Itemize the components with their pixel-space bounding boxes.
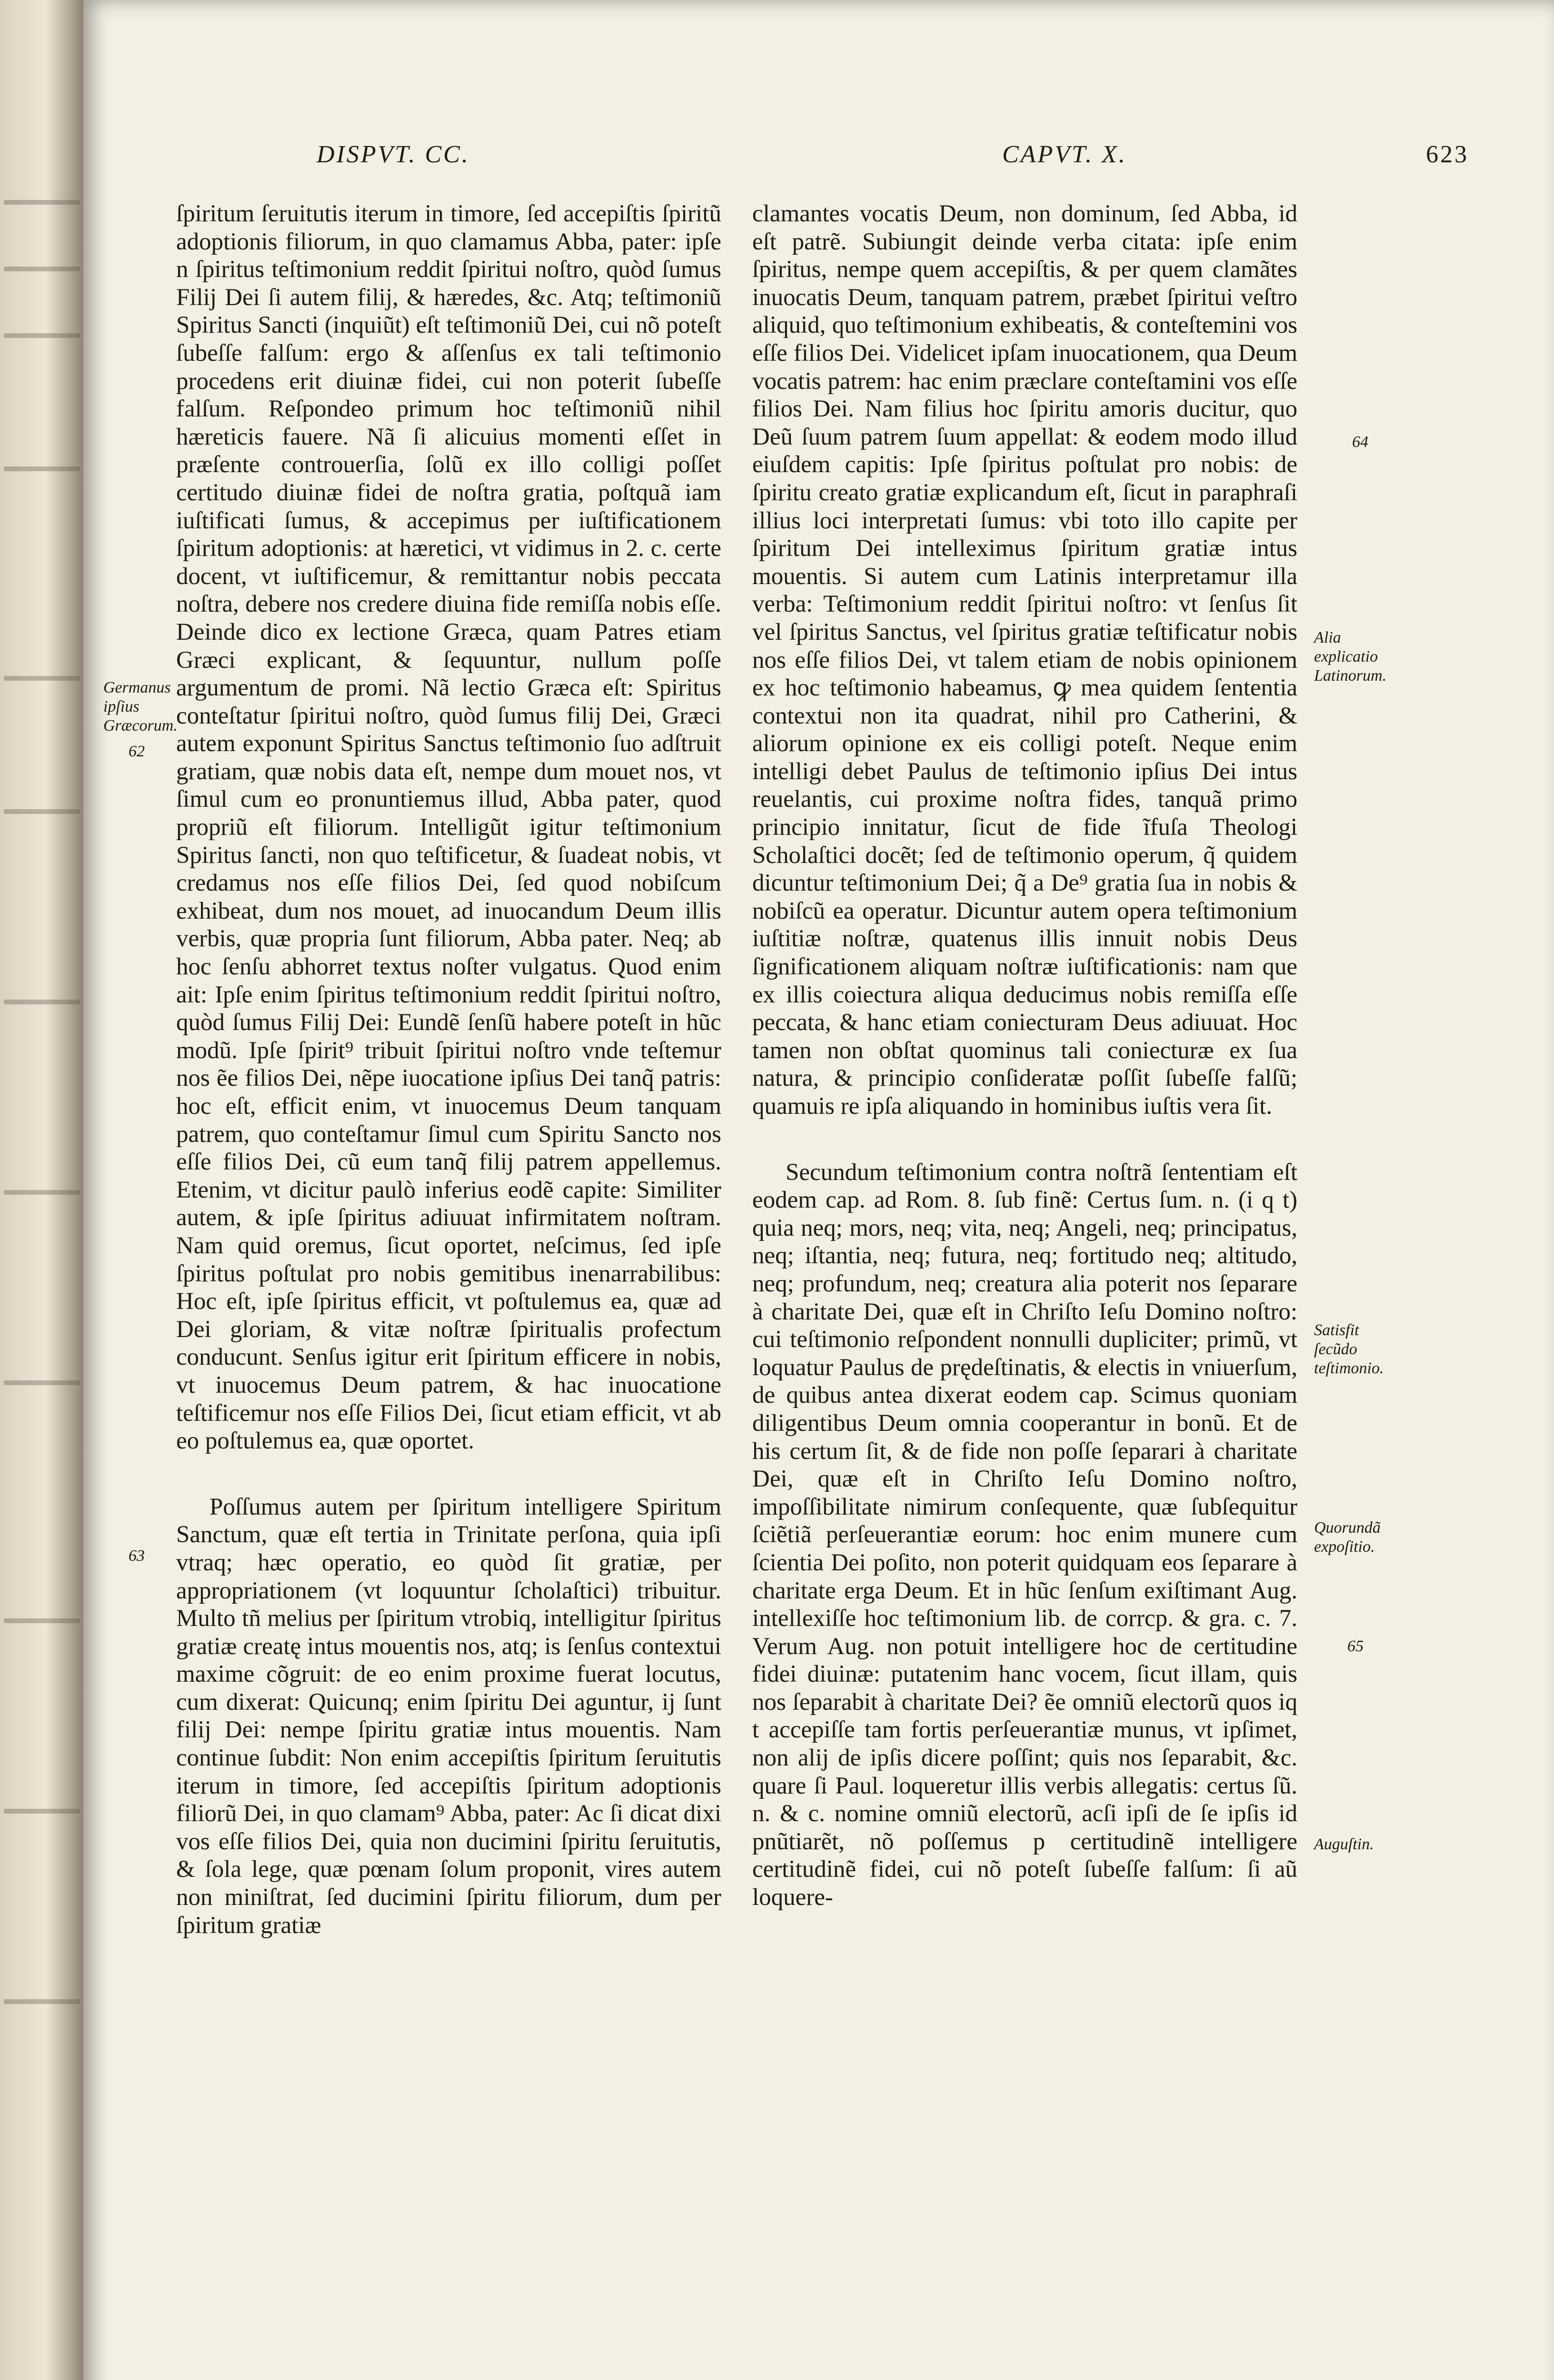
- gutter-text-line: [4, 676, 80, 681]
- left-text-column: [176, 200, 721, 1939]
- gutter-text-line: [4, 809, 80, 814]
- running-head-left: DISPVT. CC.: [317, 141, 470, 168]
- margin-note: Germanus ipſius Græcorum.: [103, 679, 178, 734]
- margin-note: Auguſtin.: [1314, 1835, 1374, 1853]
- gutter-text-line: [4, 1190, 80, 1195]
- adjacent-page-gutter: [0, 0, 83, 2380]
- gutter-text-line: [4, 1380, 80, 1385]
- margin-reference-number: 64: [1352, 433, 1368, 451]
- paragraph: Secundum teſtimonium contra noſtrã ſententiam eſt eodem cap. ad Rom. 8. ſub finẽ: Certus ſum. n. (i q t) quia neq; mors, neq; vita, neq; Angeli, neq; principatus, neq; iſtantia, neq; futura, neq; fortitudo neq; altitudo, neq; profundum, neq; creatura alia poterit nos ſeparare à charitate Dei, quæ eſt in Chriſto Ieſu Domino noſtro: cui teſtimonio reſpondent nonnulli dupliciter; primũ, vt loquatur Paulus de prędeſtinatis, & electis in vniuerſum, de quibus antea dixerat eodem cap. Scimus quoniam diligentibus Deum omnia cooperantur in bonũ. Et de his certum ſit, & de fide non poſſe ſeparari à charitate Dei, quæ eſt in Chriſto Ieſu Domino noſtro, impoſſibilitate nimirum conſequente, quæ ſubſequitur ſciẽtiã perſeuerantiæ eorum: hoc enim munere cum ſcientia Dei poſito, non poterit quidquam eos ſeparare à charitate erga Deum. Et in hũc ſenſum exiſtimant Aug. intellexiſſe hoc teſtimonium lib. de corrcp. & gra. c. 7. Verum Aug. non potuit intelligere hoc de certitudine fidei diuinæ: putatenim hanc vocem, ſicut illam, quis nos ſeparabit à charitate Dei? ẽe omniũ electorũ quos iq t accepiſſe tam fortis perſeuerantiæ munus, vt ipſimet, non alij de ipſis dicere poſſint; quis nos ſeparabit, &c. quare ſi Paul. loqueretur illis verbis allegatis: certus ſũ. n. & c. nomine omniũ electorũ, acſi ipſi de ſe ipſis id pnũtiarẽt, nõ poſſemus p certitudinẽ intelligere certitudinẽ fidei, cui nõ poteſt ſubeſſe falſum: ſi aũ loquere-: [752, 1159, 1297, 1911]
- gutter-text-line: [4, 200, 80, 205]
- gutter-text-line: [4, 1618, 80, 1623]
- margin-note: Alia explicatio Latinorum.: [1314, 629, 1387, 684]
- gutter-text-line: [4, 1000, 80, 1004]
- paragraph: ſpiritum ſeruitutis iterum in timore, ſed accepiſtis ſpiritũ adoptionis filiorum, in quo clamamus Abba, pater: ipſe n ſpiritus teſtimonium reddit ſpiritui noſtro, quòd ſumus Filij Dei ſi autem filij, & hæredes, &c. Atq; teſtimoniũ Spiritus Sancti (inquiũt) eſt teſtimoniũ Dei, cui nõ poteſt ſubeſſe falſum: ergo & aſſenſus ex tali teſtimonio procedens erit diuinæ fidei, cui non poterit ſubeſſe falſum. Reſpondeo primum hoc teſtimoniũ nihil hæreticis fauere. Nã ſi alicuius momenti eſſet in præſente controuerſia, ſolũ ex illo colligi poſſet certitudo diuinæ fidei de noſtra gratia, poſtquã iam iuſtificati ſumus, & accepimus per iuſtificationem ſpiritum adoptionis: at hæretici, vt vidimus in 2. c. certe docent, vt iuſtificemur, & remittantur nobis peccata noſtra, debere nos credere diuina fide remiſſa nobis eſſe. Deinde dico ex lectione Græca, quam Patres etiam Græci explicant, & ſequuntur, nullum poſſe argumentum de promi. Nã lectio Græca eſt: Spiritus conteſtatur ſpiritui noſtro, quòd ſumus filij Dei, Græci autem exponunt Spiritus Sanctus teſtimonio ſuo adſtruit gratiam, quæ nobis data eſt, nempe dum mouet nos, vt ſimul cum eo pronuntiemus illud, Abba pater, quod propriũ eſt filiorum. Intelligũt igitur teſtimonium Spiritus ſancti, non quo teſtificetur, & ſuadeat nobis, vt credamus nos eſſe filios Dei, ſed quod nobiſcum exhibeat, dum nos mouet, ad inuocandum Deum illis verbis, quæ propria ſunt filiorum, Abba pater. Neq; ab hoc ſenſu abhorret textus noſter vulgatus. Quod enim ait: Ipſe enim ſpiritus teſtimonium reddit ſpiritui noſtro, quòd ſumus Filij Dei: Eundẽ ſenſũ habere poteſt in hũc modũ. Ipſe ſpirit⁹ tribuit ſpiritui noſtro vnde teſtemur nos ẽe filios Dei, nẽpe iuocatione ipſius Dei tanq̃ patris: hoc eſt, efficit enim, vt inuocemus Deum tanquam patrem, quo conteſtamur ſimul cum Spiritu Sancto nos eſſe filios Dei, cũ eum tanq̃ filij patrem appellemus. Etenim, vt dicitur paulò inferius eodẽ capite: Similiter autem, & ipſe ſpiritus adiuuat infirmitatem noſtram. Nam quid oremus, ſicut oportet, neſcimus, ſed ipſe ſpiritus poſtulat pro nobis gemitibus inenarrabilibus: Hoc eſt, ipſe ſpiritus efficit, vt poſtulemus ea, quæ ad Dei gloriam, & vitæ noſtræ ſpiritualis profectum conducunt. Senſus igitur erit ſpiritum efficere in nobis, vt inuocemus Deum patrem, & hac inuocatione teſtificemur nos eſſe Filios Dei, ſicut etiam efficit, vt ab eo poſtulemus ea, quæ oportet.: [176, 200, 721, 1455]
- running-head-right: CAPVT. X.: [1002, 141, 1127, 168]
- gutter-text-line: [4, 333, 80, 338]
- paragraph: clamantes vocatis Deum, non dominum, ſed Abba, id eſt patrẽ. Subiungit deinde verba citata: ipſe enim ſpiritus, nempe quem accepiſtis, & per quem clamãtes inuocatis Deum, tanquam patrem, præbet ſpiritui veſtro aliquid, quo teſtimonium exhibeatis, & conteſtemini vos eſſe filios Dei. Videlicet ipſam inuocationem, qua Deum vocatis patrem: hac enim præclare conteſtamini vos eſſe filios Dei. Nam filius hoc ſpiritu amoris ducitur, quo Deũ ſuum patrem ſuum appellat: & eodem modo illud eiuſdem capitis: Ipſe ſpiritus poſtulat pro nobis: de ſpiritu creato gratiæ explicandum eſt, ſicut in paraphraſi illius loci interpretati ſumus: vbi toto illo capite per ſpiritum Dei intelleximus ſpiritum gratiæ intus mouentis. Si autem cum Latinis interpretamur illa verba: Teſtimonium reddit ſpiritui noſtro: vt ſenſus ſit vel ſpiritus Sanctus, vel ſpiritus gratiæ teſtificatur nobis nos eſſe filios Dei, vt talem etiam de nobis opinionem ex hoc teſtimonio habeamus, ꝙ mea quidem ſententia contextui non ita quadrat, nihil pro Catherini, & aliorum opinione ex eis colligi poteſt. Neque enim intelligi debet Paulus de teſtimonio ipſius Dei intus reuelantis, cui proxime noſtra fides, tanquã primo principio innitatur, ſicut de fide ĩfuſa Theologi Scholaſtici docẽt; ſed de teſtimonio operum, q̃ quidem dicuntur teſtimonium Dei; q̃ a De⁹ gratia ſua in nobis & nobiſcũ ea operatur. Dicuntur autem opera teſtimonium iuſtitiæ noſtræ, quatenus illis innuit nobis Deus ſignificationem aliquam noſtræ iuſtificationis: nam que ex illis coiectura aliqua deducimus nobis remiſſa eſſe peccata, & hanc etiam coniecturam Deus adiuuat. Hoc tamen non obſtat quominus tali coniecturæ ex ſua natura, & principio conſideratæ poſſit ſubeſſe falſũ; quamuis re ipſa aliquando in hominibus iuſtis vera ſit.: [752, 200, 1297, 1120]
- right-text-column: [752, 200, 1297, 1912]
- gutter-text-line: [4, 267, 80, 271]
- gutter-text-line: [4, 1999, 80, 2004]
- page-number: 623: [1426, 141, 1469, 168]
- margin-reference-number: 63: [129, 1547, 145, 1565]
- margin-note: Satisfit ſecũdo teſtimonio.: [1314, 1321, 1384, 1377]
- paragraph: Poſſumus autem per ſpiritum intelligere Spiritum Sanctum, quæ eſt tertia in Trinitate perſona, quia ipſi vtraq; hæc operatio, eo quòd ſit gratiæ, per appropriationem (vt loquuntur ſcholaſtici) tribuitur. Multo tñ melius per ſpiritum vtrobiq, intelligitur ſpiritus gratiæ creatę intus mouentis nos, atq; is ſenſus contextui maxime cõgruit: de eo enim proxime fuerat locutus, cum dixerat: Quicunq; enim ſpiritu Dei aguntur, ij ſunt filij Dei: nempe ſpiritu gratiæ intus mouentis. Nam continue ſubdit: Non enim accepiſtis ſpiritum ſeruitutis iterum in timore, ſed accepiſtis ſpiritum adoptionis filiorũ Dei, in quo clamam⁹ Abba, pater: Ac ſi dicat dixi vos eſſe filios Dei, quia non ducimini ſpiritu ſeruitutis, & ſola lege, quæ pœnam ſolum proponit, vires autem non miniſtrat, ſed ducimini ſpiritu filiorum, dum per ſpiritum gratiæ: [176, 1493, 721, 1939]
- gutter-text-line: [4, 1809, 80, 1814]
- margin-note: Quorundã expoſitio.: [1314, 1519, 1381, 1556]
- running-head: [317, 140, 1469, 183]
- gutter-text-line: [4, 466, 80, 471]
- margin-reference-number: 62: [129, 743, 145, 760]
- margin-reference-number: 65: [1347, 1637, 1364, 1655]
- book-page: [83, 0, 1554, 2380]
